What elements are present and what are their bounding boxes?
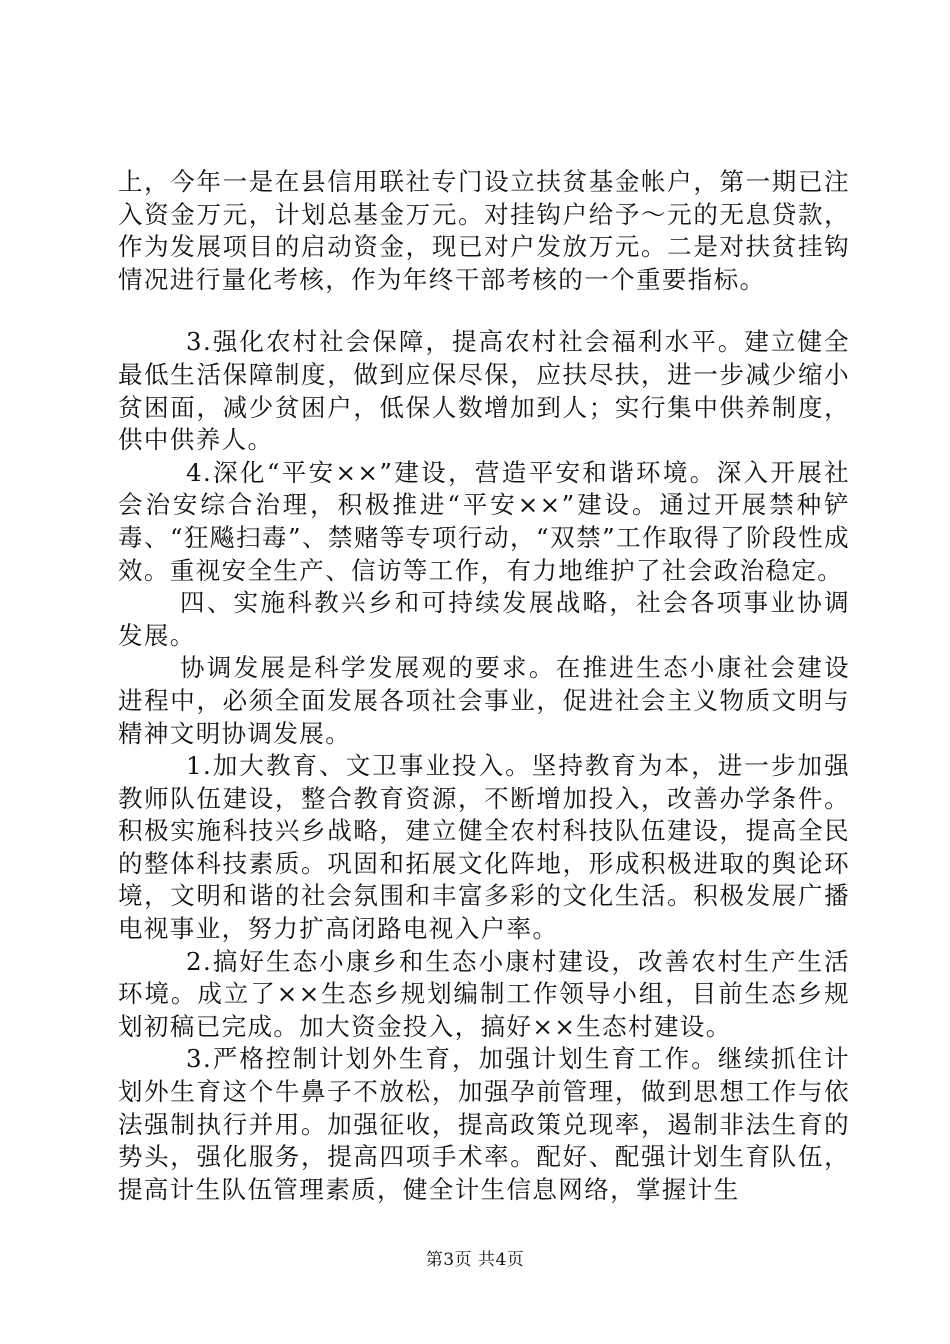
- document-body: [118, 166, 850, 1206]
- page-footer: [0, 1245, 950, 1270]
- paragraph-coordinated-development: 协调发展是科学发展观的要求。在推进生态小康社会建设进程中，必须全面发展各项社会事业，促进社会主义物质文明与精神文明协调发展。: [118, 653, 850, 748]
- page-number-label: 第3页 共4页: [425, 1250, 525, 1270]
- paragraph-poverty-fund-continued: 上，今年一是在县信用联社专门设立扶贫基金帐户，第一期已注入资金万元，计划总基金万元。对挂钩户给予～元的无息贷款，作为发展项目的启动资金，现已对户发放万元。二是对扶贫挂钩情况进行量化考核，作为年终干部考核的一个重要指标。: [118, 167, 850, 294]
- paragraph-family-planning: 3.严格控制计划外生育，加强计划生育工作。继续抓住计划外生育这个牛鼻子不放松，加强孕前管理，做到思想工作与依法强制执行并用。加强征收，提高政策兑现率，遏制非法生育的势头，强化服务，提高四项手术率。配好、配强计划生育队伍，提高计生队伍管理素质，健全计生信息网络，掌握计生: [118, 1044, 850, 1204]
- section-heading-science-education: 四、实施科教兴乡和可持续发展战略，社会各项事业协调发展。: [118, 588, 850, 650]
- paragraph-safety-construction: 4.深化“平安××”建设，营造平安和谐环境。深入开展社会治安综合治理，积极推进“平安××”建设。通过开展禁种铲毒、“狂飚扫毒”、禁赌等专项行动，“双禁”工作取得了阶段性成效。重视安全生产、信访等工作，有力地维护了社会政治稳定。: [118, 457, 850, 585]
- paragraph-social-security: 3.强化农村社会保障，提高农村社会福利水平。建立健全最低生活保障制度，做到应保尽保，应扶尽扶，进一步减少缩小贫困面，减少贫困户，低保人数增加到人；实行集中供养制度，供中供养人。: [118, 327, 850, 455]
- paragraph-ecological-village: 2.搞好生态小康乡和生态小康村建设，改善农村生产生活环境。成立了××生态乡规划编制工作领导小组，目前生态乡规划初稿已完成。加大资金投入，搞好××生态村建设。: [118, 946, 850, 1041]
- paragraph-education-investment: 1.加大教育、文卫事业投入。坚持教育为本，进一步加强教师队伍建设，整合教育资源，不断增加投入，改善办学条件。积极实施科技兴乡战略，建立健全农村科技队伍建设，提高全民的整体科技素质。巩固和拓展文化阵地，形成积极进取的舆论环境，文明和谐的社会氛围和丰富多彩的文化生活。积极发展广播电视事业，努力扩高闭路电视入户率。: [118, 751, 850, 944]
